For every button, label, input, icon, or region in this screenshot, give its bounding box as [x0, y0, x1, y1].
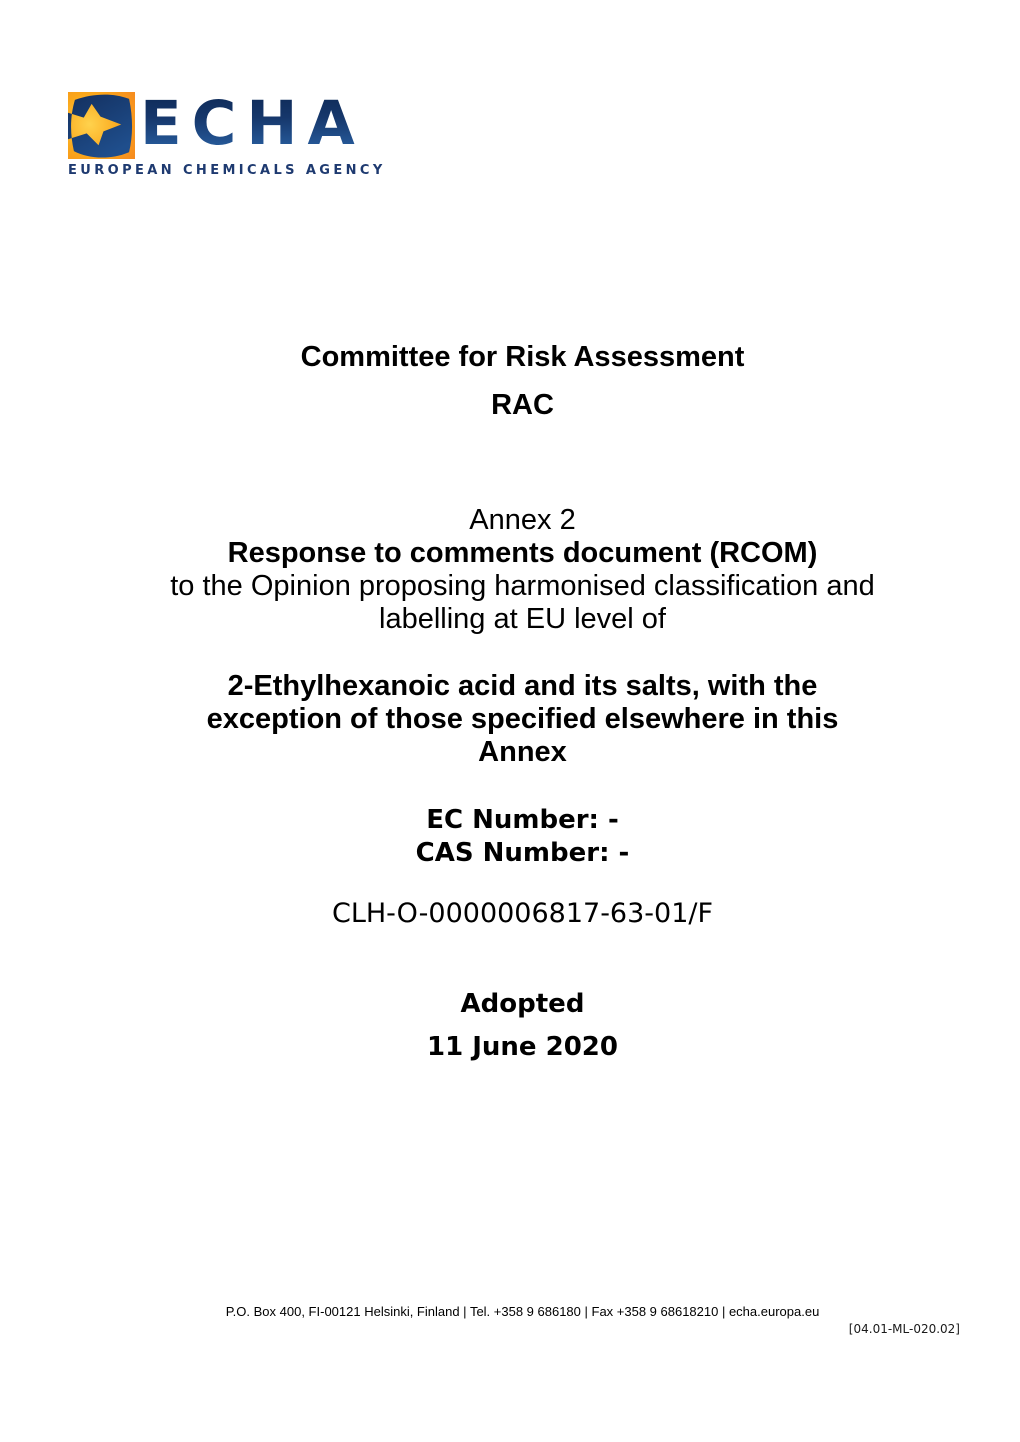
annex-label: Annex 2 [469, 504, 576, 536]
substance-name [25, 670, 1020, 769]
substance-line-2: exception of those specified elsewhere in this [206, 703, 839, 735]
substance-line-1: 2-Ethylhexanoic acid and its salts, with the [227, 670, 818, 702]
committee-title: Committee for Risk Assessment [300, 341, 745, 373]
adopted-date: 11 June 2020 [427, 1032, 618, 1062]
substance-line-3: Annex [478, 736, 567, 768]
footer-document-code: [04.01-ML-020.02] [848, 1322, 960, 1336]
adopted-label: Adopted [460, 989, 585, 1019]
footer-contact-info: P.O. Box 400, FI-00121 Helsinki, Finland | Tel. +358 9 686180 | Fax +358 9 68618210 | echa.europa.eu [225, 1304, 820, 1319]
intro-line-1: to the Opinion proposing harmonised classification and [170, 570, 875, 602]
ec-number: EC Number: - [426, 805, 619, 835]
echa-logo-tagline: EUROPEAN CHEMICALS AGENCY [68, 163, 386, 178]
intro-line-2: labelling at EU level of [379, 603, 666, 635]
echa-logo-acronym: ECHA [140, 88, 365, 159]
cas-number: CAS Number: - [415, 838, 630, 868]
committee-abbreviation: RAC [491, 389, 554, 421]
clh-reference: CLH-O-0000006817-63-01/F [331, 898, 714, 929]
document-type: Response to comments document (RCOM) [227, 537, 818, 569]
echa-logo-icon [68, 92, 135, 159]
